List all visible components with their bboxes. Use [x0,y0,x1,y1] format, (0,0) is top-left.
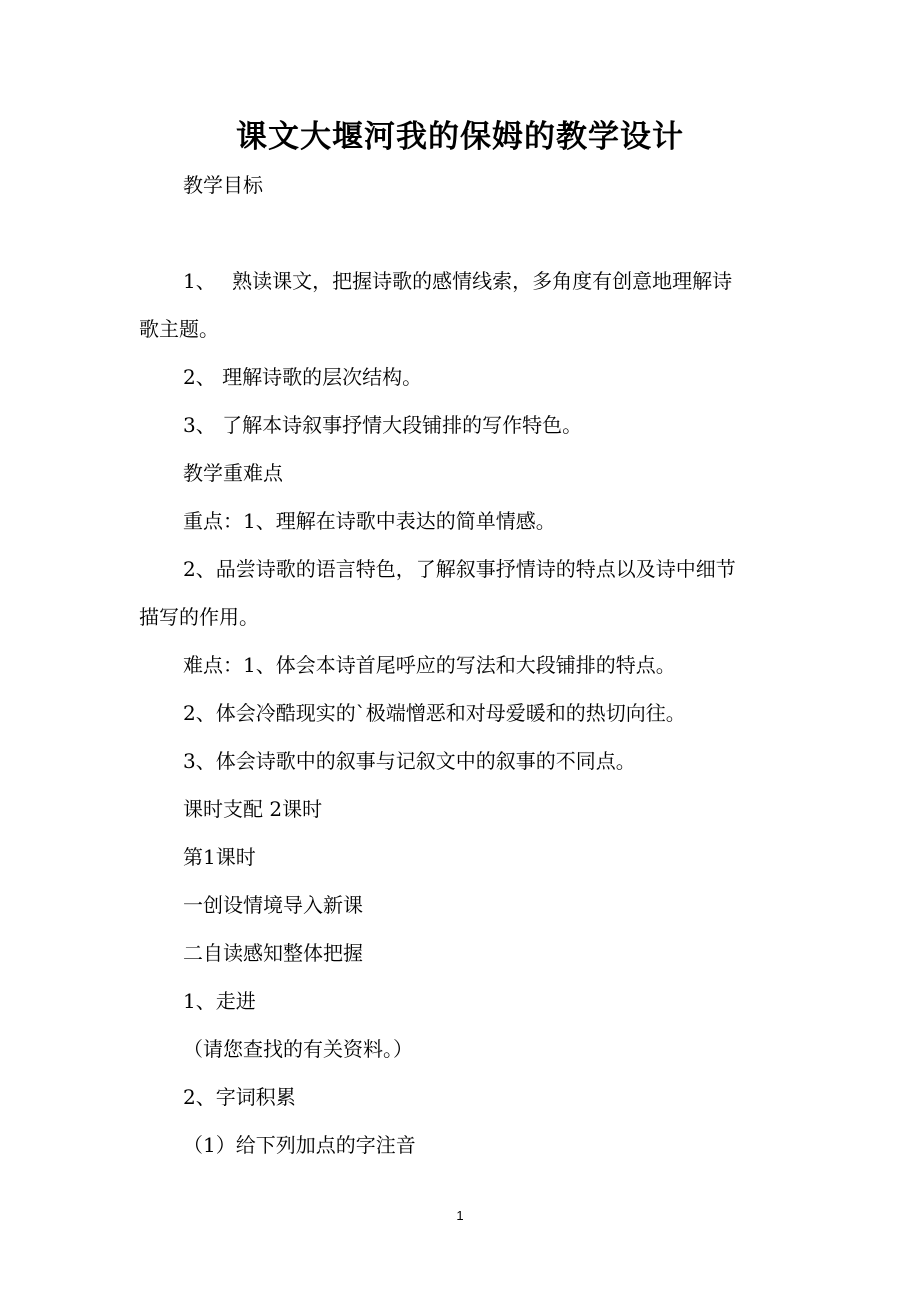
first-lesson: 第1课时 [183,845,256,869]
item-walk-in: 1、走进 [183,989,256,1013]
page-number: 1 [456,1208,464,1223]
class-hours: 课时支配 2课时 [183,797,323,821]
goal-1: 1、 熟读课文，把握诗歌的感情线索，多角度有创意地理解诗 [183,269,733,293]
item-vocabulary: 2、字词积累 [183,1085,296,1109]
goal-3: 3、 了解本诗叙事抒情大段铺排的写作特色。 [183,413,583,437]
item-vocabulary-task: （1）给下列加点的字注音 [183,1133,416,1157]
difficult-point-3: 3、体会诗歌中的叙事与记叙文中的叙事的不同点。 [183,749,636,773]
section-two: 二自读感知整体把握 [183,941,363,965]
section-one: 一创设情境导入新课 [183,893,363,917]
heading-key-difficult: 教学重难点 [183,461,283,485]
heading-teaching-goals: 教学目标 [183,173,263,197]
document-title: 课文大堰河我的保姆的教学设计 [236,119,684,155]
goal-2: 2、 理解诗歌的层次结构。 [183,365,423,389]
key-point-1: 重点：1、理解在诗歌中表达的简单情感。 [183,509,556,533]
goal-1-cont: 歌主题。 [139,317,219,341]
key-point-2: 2、品尝诗歌的语言特色，了解叙事抒情诗的特点以及诗中细节 [183,557,736,581]
difficult-point-1: 难点：1、体会本诗首尾呼应的写法和大段铺排的特点。 [183,653,676,677]
key-point-2-cont: 描写的作用。 [139,605,259,629]
difficult-point-2: 2、体会冷酷现实的`极端憎恶和对母爱暖和的热切向往。 [183,701,686,725]
item-walk-in-note: （请您查找的有关资料。） [183,1037,413,1061]
